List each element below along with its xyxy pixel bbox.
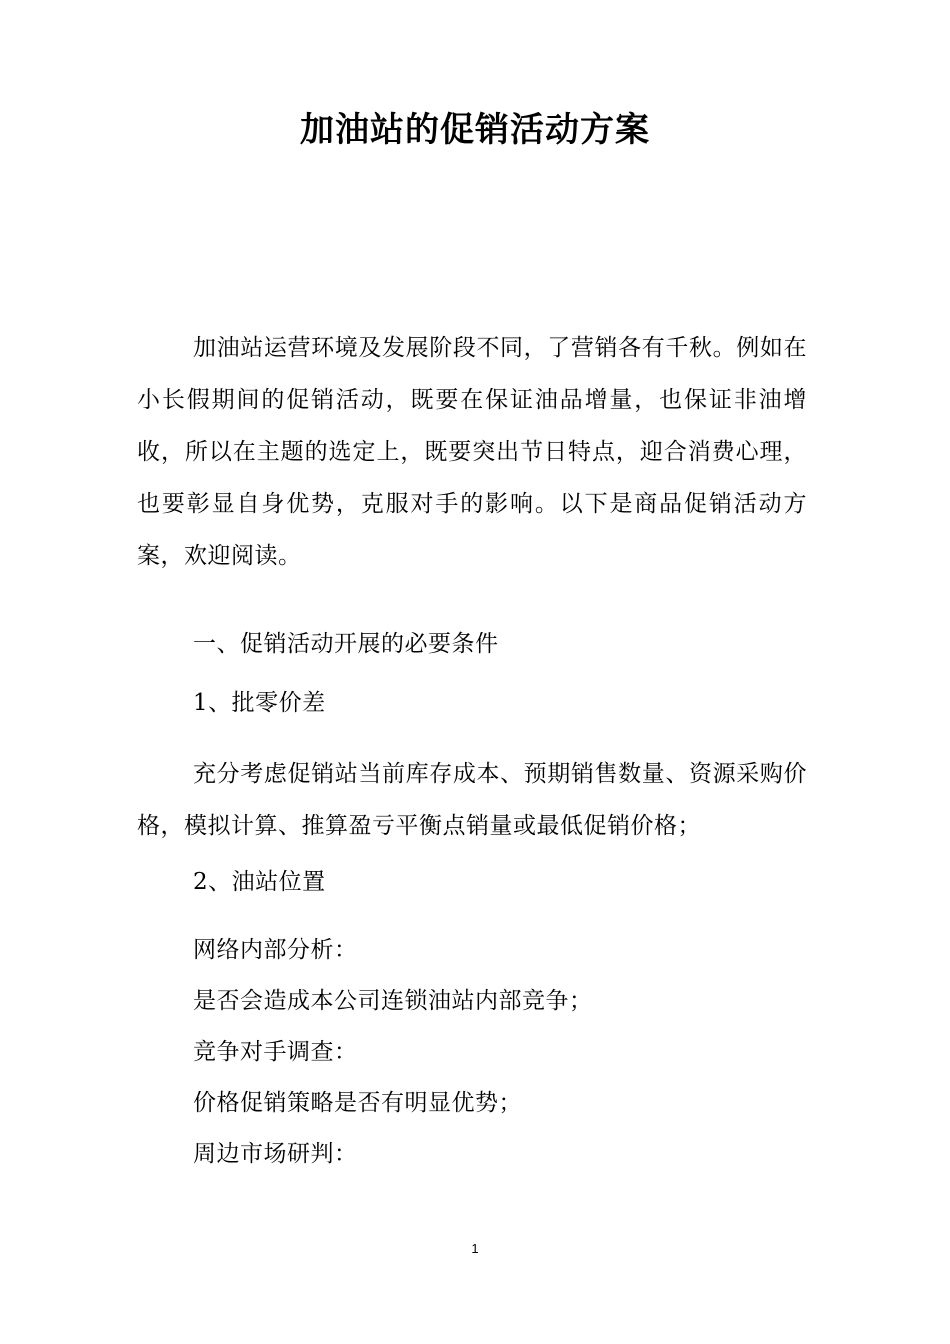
item-paragraph-1: 充分考虑促销站当前库存成本、预期销售数量、资源采购价格，模拟计算、推算盈亏平衡点销量或最低促销价格； xyxy=(137,761,807,839)
section-heading: 一、促销活动开展的必要条件 xyxy=(193,631,499,657)
list-line: 网络内部分析： xyxy=(193,937,358,963)
page-number: 1 xyxy=(471,1241,479,1256)
item-heading-1: 1、批零价差 xyxy=(193,690,326,716)
item-heading-2: 2、油站位置 xyxy=(193,869,326,895)
document-title: 加油站的促销活动方案 xyxy=(300,110,650,150)
list-line: 竞争对手调查： xyxy=(193,1039,358,1065)
list-line: 价格促销策略是否有明显优势； xyxy=(193,1090,522,1116)
list-line: 是否会造成本公司连锁油站内部竞争； xyxy=(193,988,593,1014)
intro-paragraph: 加油站运营环境及发展阶段不同，了营销各有千秋。例如在小长假期间的促销活动，既要在保证油品增量，也保证非油增收，所以在主题的选定上，既要突出节日特点，迎合消费心理，也要彰显自身优势，克服对手的影响。以下是商品促销活动方案，欢迎阅读。 xyxy=(137,335,807,569)
list-line: 周边市场研判： xyxy=(193,1141,358,1167)
